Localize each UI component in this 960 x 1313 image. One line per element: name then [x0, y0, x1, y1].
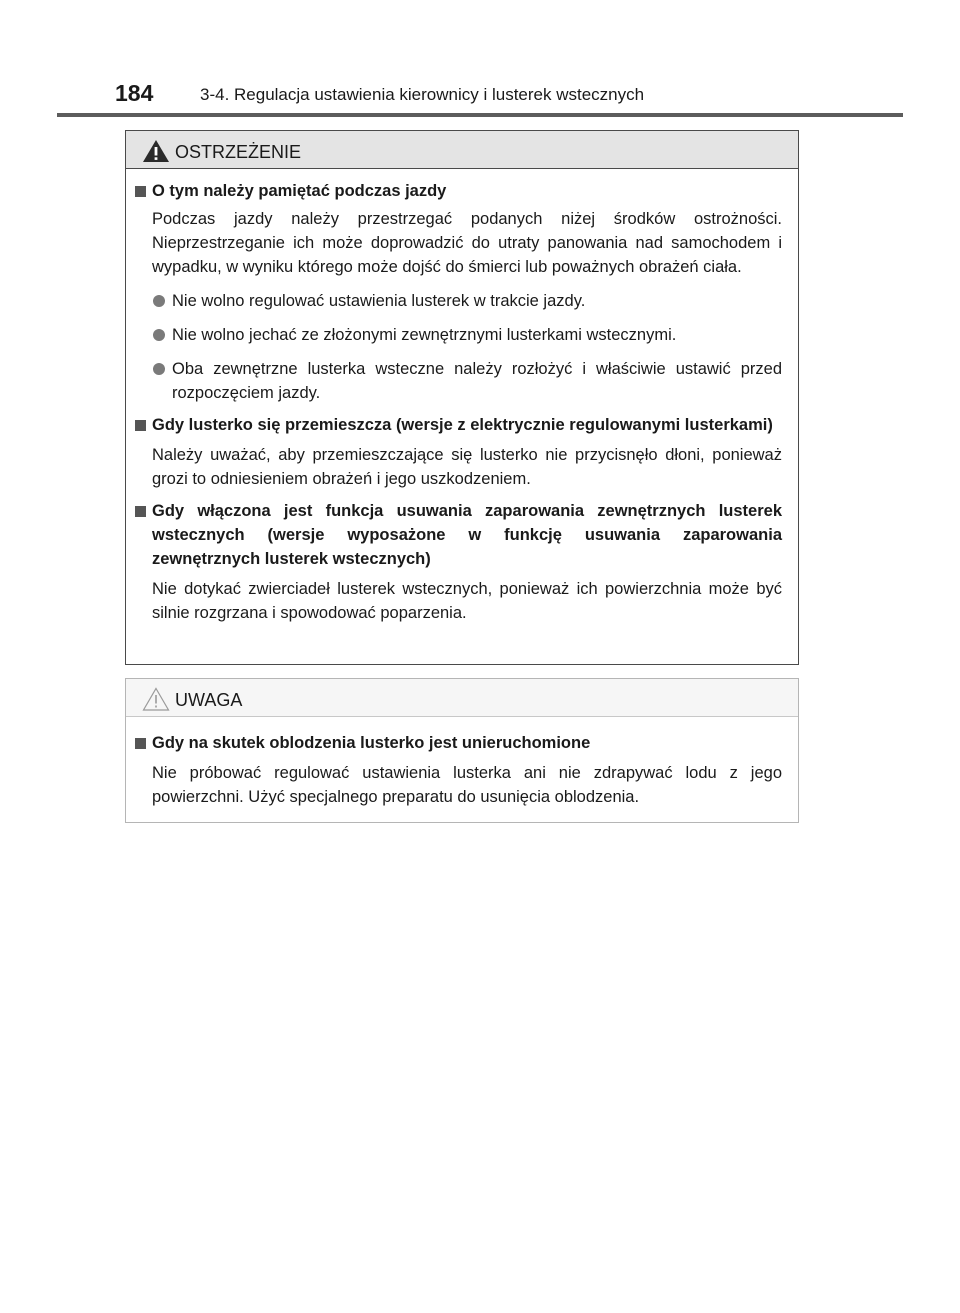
warning-defogger-text: Nie dotykać zwierciadeł lusterek wstecznych, ponieważ ich powierzchnia może być silnie rozgrzana i spowodować poparzenia. — [152, 580, 782, 622]
round-bullet-icon — [153, 329, 165, 341]
bullet-text: Nie wolno regulować ustawienia lusterek w trakcie jazdy. — [172, 292, 586, 310]
page-header — [0, 78, 960, 118]
notice-heading-icing — [134, 731, 782, 755]
notice-box — [125, 678, 799, 823]
bullet-text: Oba zewnętrzne lusterka wsteczne należy rozłożyć i właściwie ustawić przed rozpoczęciem jazdy. — [172, 360, 782, 402]
warning-header — [126, 131, 798, 169]
round-bullet-icon — [153, 295, 165, 307]
notice-icing-text: Nie próbować regulować ustawienia lusterka ani nie zdrapywać lodu z jego powierzchni. Użyć specjalnego preparatu do usunięcia oblodzenia. — [152, 764, 782, 806]
round-bullet-icon — [153, 363, 165, 375]
heading-text: Gdy włączona jest funkcja usuwania zaparowania zewnętrznych lusterek wstecznych (wersje wyposażone w funkcję usuwania zaparowania zewnętrznych lusterek wstecznych) — [152, 502, 782, 568]
square-bullet-icon — [135, 420, 146, 431]
warning-triangle-icon — [142, 139, 170, 163]
square-bullet-icon — [135, 738, 146, 749]
warning-box — [125, 130, 799, 665]
warning-bullet-3 — [134, 357, 782, 405]
warning-heading-mirror-moving — [134, 413, 782, 437]
notice-content — [126, 717, 798, 809]
page-number: 184 — [115, 80, 154, 106]
notice-title: UWAGA — [175, 690, 243, 710]
header-rule — [57, 113, 903, 117]
warning-heading-defogger — [134, 499, 782, 571]
caution-triangle-outline-icon — [142, 687, 170, 711]
heading-text: O tym należy pamiętać podczas jazdy — [152, 182, 447, 200]
warning-title: OSTRZEŻENIE — [175, 142, 302, 162]
heading-text: Gdy na skutek oblodzenia lusterko jest unieruchomione — [152, 734, 591, 752]
warning-intro-text: Podczas jazdy należy przestrzegać podanych niżej środków ostrożności. Nieprzestrzeganie ich może doprowadzić do utraty panowania nad samochodem i wypadku, w wyniku którego może dojść do śmierci lub poważnych obrażeń ciała. — [152, 210, 782, 276]
bullet-text: Nie wolno jechać ze złożonymi zewnętrznymi lusterkami wstecznymi. — [172, 326, 677, 344]
warning-bullet-1 — [134, 289, 782, 313]
square-bullet-icon — [135, 506, 146, 517]
square-bullet-icon — [135, 186, 146, 197]
warning-heading-driving — [134, 179, 782, 203]
warning-bullet-2 — [134, 323, 782, 347]
warning-mirror-moving-text: Należy uważać, aby przemieszczające się lusterko nie przycisnęło dłoni, ponieważ grozi to odniesieniem obrażeń i jego uszkodzeniem. — [152, 446, 782, 488]
heading-text: Gdy lusterko się przemieszcza (wersje z elektrycznie regulowanymi lusterkami) — [152, 416, 773, 434]
notice-header — [126, 679, 798, 717]
section-title: 3-4. Regulacja ustawienia kierownicy i lusterek wstecznych — [200, 85, 645, 104]
warning-content — [126, 169, 798, 625]
